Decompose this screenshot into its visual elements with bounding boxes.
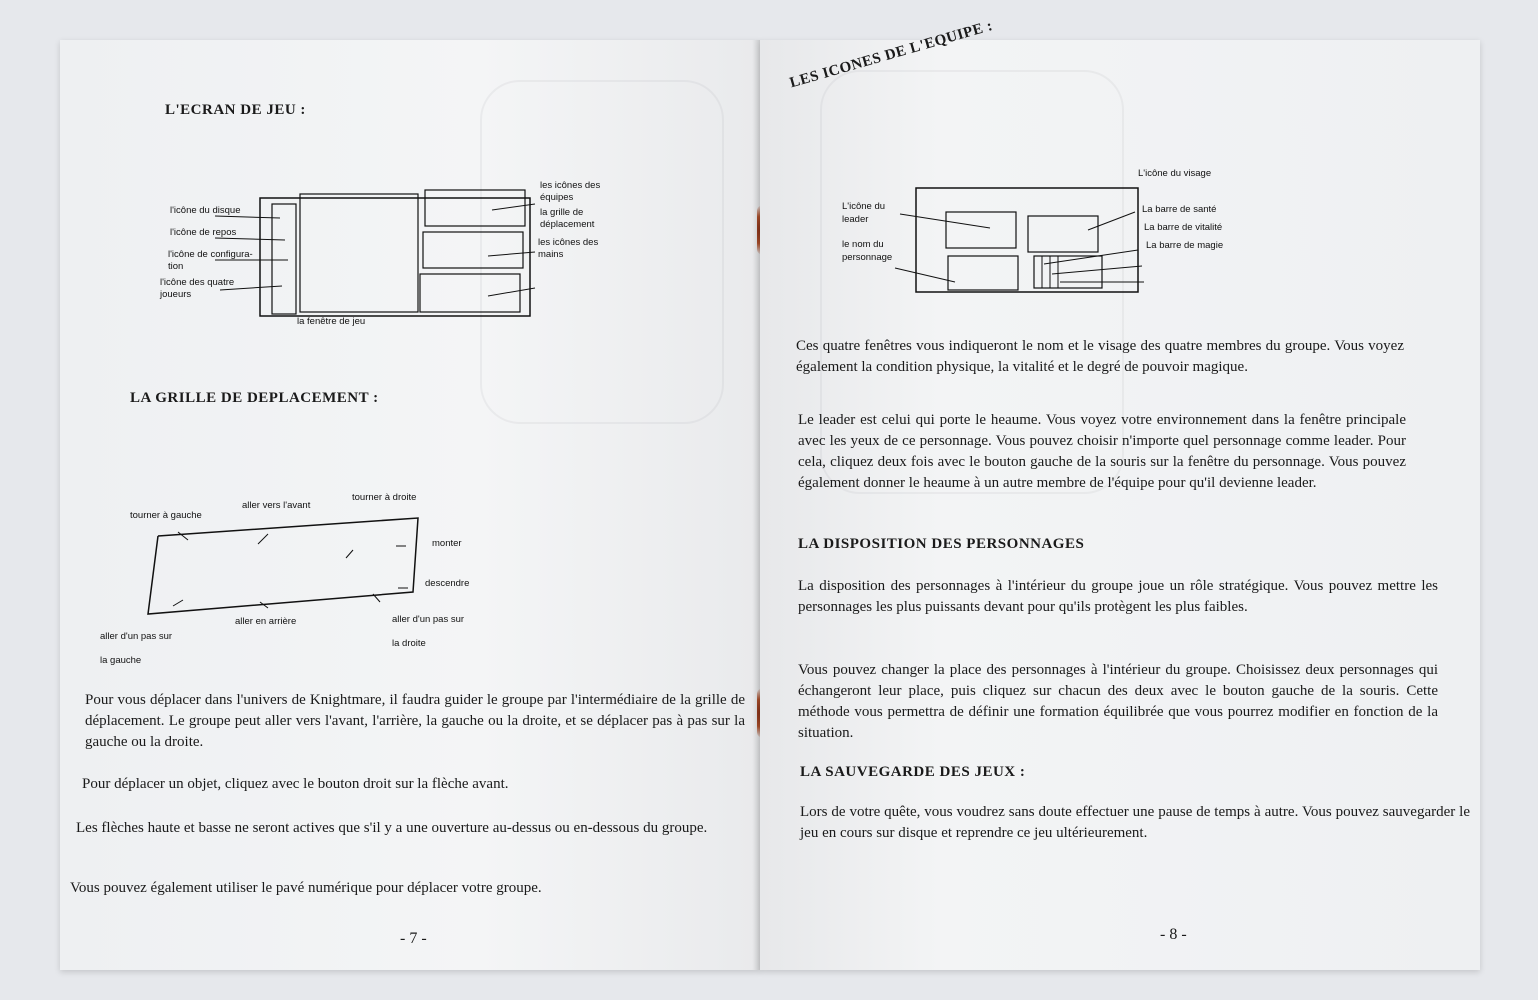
page-number-left: - 7 -: [400, 930, 427, 947]
ecran-heading: L'ECRAN DE JEU :: [165, 102, 306, 118]
label-icone-visage: L'icône du visage: [1138, 168, 1212, 179]
right-page: [760, 18, 1480, 970]
disposition-heading: LA DISPOSITION DES PERSONNAGES: [798, 536, 1085, 552]
left-page: [60, 40, 760, 970]
label-icone-leader: L'icône du leader: [842, 201, 886, 225]
label-icones-mains: les icônes des mains: [538, 237, 599, 260]
paragraph-deplacer-objet: Pour déplacer un objet, cliquez avec le bouton droit sur la flèche avant.: [82, 776, 509, 792]
team-icons-diagram: [910, 160, 1150, 270]
label-monter: monter: [432, 538, 462, 549]
label-icone-configuration: l'icône de configura-tion: [168, 249, 253, 272]
label-grille-deplacement: la grille de déplacement: [540, 207, 595, 230]
label-icone-repos: l'icône de repos: [170, 227, 237, 238]
paragraph-quatre-fenetres: Ces quatre fenêtres vous indiqueront le nom et le visage des quatre membres du groupe. Vous voyez également la condition physique, la vitalité et le degré de pouvoir magique.: [796, 338, 1404, 375]
paragraph-fleches: Les flèches haute et basse ne seront actives que s'il y a une ouverture au-dessus ou en-dessous du groupe.: [76, 820, 708, 836]
label-barre-vitalite: La barre de vitalité: [1144, 222, 1223, 233]
label-descendre: descendre: [425, 578, 470, 589]
paragraph-disposition: La disposition des personnages à l'intérieur du groupe joue un rôle stratégique. Vous pouvez mettre les personnages les plus puissants devant pour qu'ils protègent les plus faibles.: [798, 578, 1438, 615]
paragraph-sauvegarde: Lors de votre quête, vous voudrez sans doute effectuer une pause de temps à autre. Vous pouvez sauvegarder le jeu en cours sur disque et reprendre ce jeu ultérieurement.: [800, 804, 1470, 841]
paragraph-pave-numerique: Vous pouvez également utiliser le pavé numérique pour déplacer votre groupe.: [70, 880, 542, 896]
label-tourner-droite: tourner à droite: [352, 492, 417, 503]
label-aller-avant: aller vers l'avant: [242, 500, 311, 511]
label-icone-quatre-joueurs: l'icône des quatre joueurs: [160, 277, 235, 300]
game-screen-diagram: [260, 168, 540, 318]
label-nom-personnage: le nom du personnage: [842, 239, 893, 263]
label-barre-sante: La barre de santé: [1142, 204, 1217, 215]
label-fenetre-jeu: la fenêtre de jeu: [297, 316, 366, 327]
label-aller-pas-gauche: aller d'un pas sur la gauche: [100, 631, 173, 666]
label-icone-disque: l'icône du disque: [170, 205, 241, 216]
grille-heading: LA GRILLE DE DEPLACEMENT :: [130, 390, 379, 406]
icones-heading: LES ICONES DE L'EQUIPE :: [788, 18, 995, 92]
label-icones-equipes: les icônes des équipes: [540, 180, 601, 203]
page-number-right: - 8 -: [1160, 926, 1187, 943]
paragraph-deplacement: Pour vous déplacer dans l'univers de Knightmare, il faudra guider le groupe par l'intermédiaire de la grille de déplacement. Le groupe peut aller vers l'avant, l'arrière, la gauche ou la droite, et se déplacer pas à pas sur la gauche ou la droite.: [85, 692, 745, 750]
paragraph-changer-place: Vous pouvez changer la place des personnages à l'intérieur du groupe. Choisissez deux personnages qui échangeront leur place, puis cliquez sur chacun des deux avec le bouton gauche de la souris. Cette méthode vous permettra de définir une formation équilibrée que vous pourrez modifier en fonction de la situation.: [798, 662, 1438, 741]
movement-grid-diagram: [148, 510, 423, 620]
paragraph-leader: Le leader est celui qui porte le heaume. Vous voyez votre environnement dans la fenêtre principale avec les yeux de ce personnage. Vous pouvez choisir n'importe quel personnage comme leader. Pour cela, cliquez deux fois avec le bouton gauche de la souris sur la fenêtre du personnage. Vous pouvez également donner le heaume à un autre membre de l'équipe pour qu'il devienne leader.: [798, 412, 1406, 491]
label-barre-magie: La barre de magie: [1146, 240, 1224, 251]
label-aller-arriere: aller en arrière: [235, 616, 297, 627]
label-aller-pas-droite: aller d'un pas sur la droite: [392, 614, 465, 649]
sauvegarde-heading: LA SAUVEGARDE DES JEUX :: [800, 764, 1026, 780]
label-tourner-gauche: tourner à gauche: [130, 510, 202, 521]
